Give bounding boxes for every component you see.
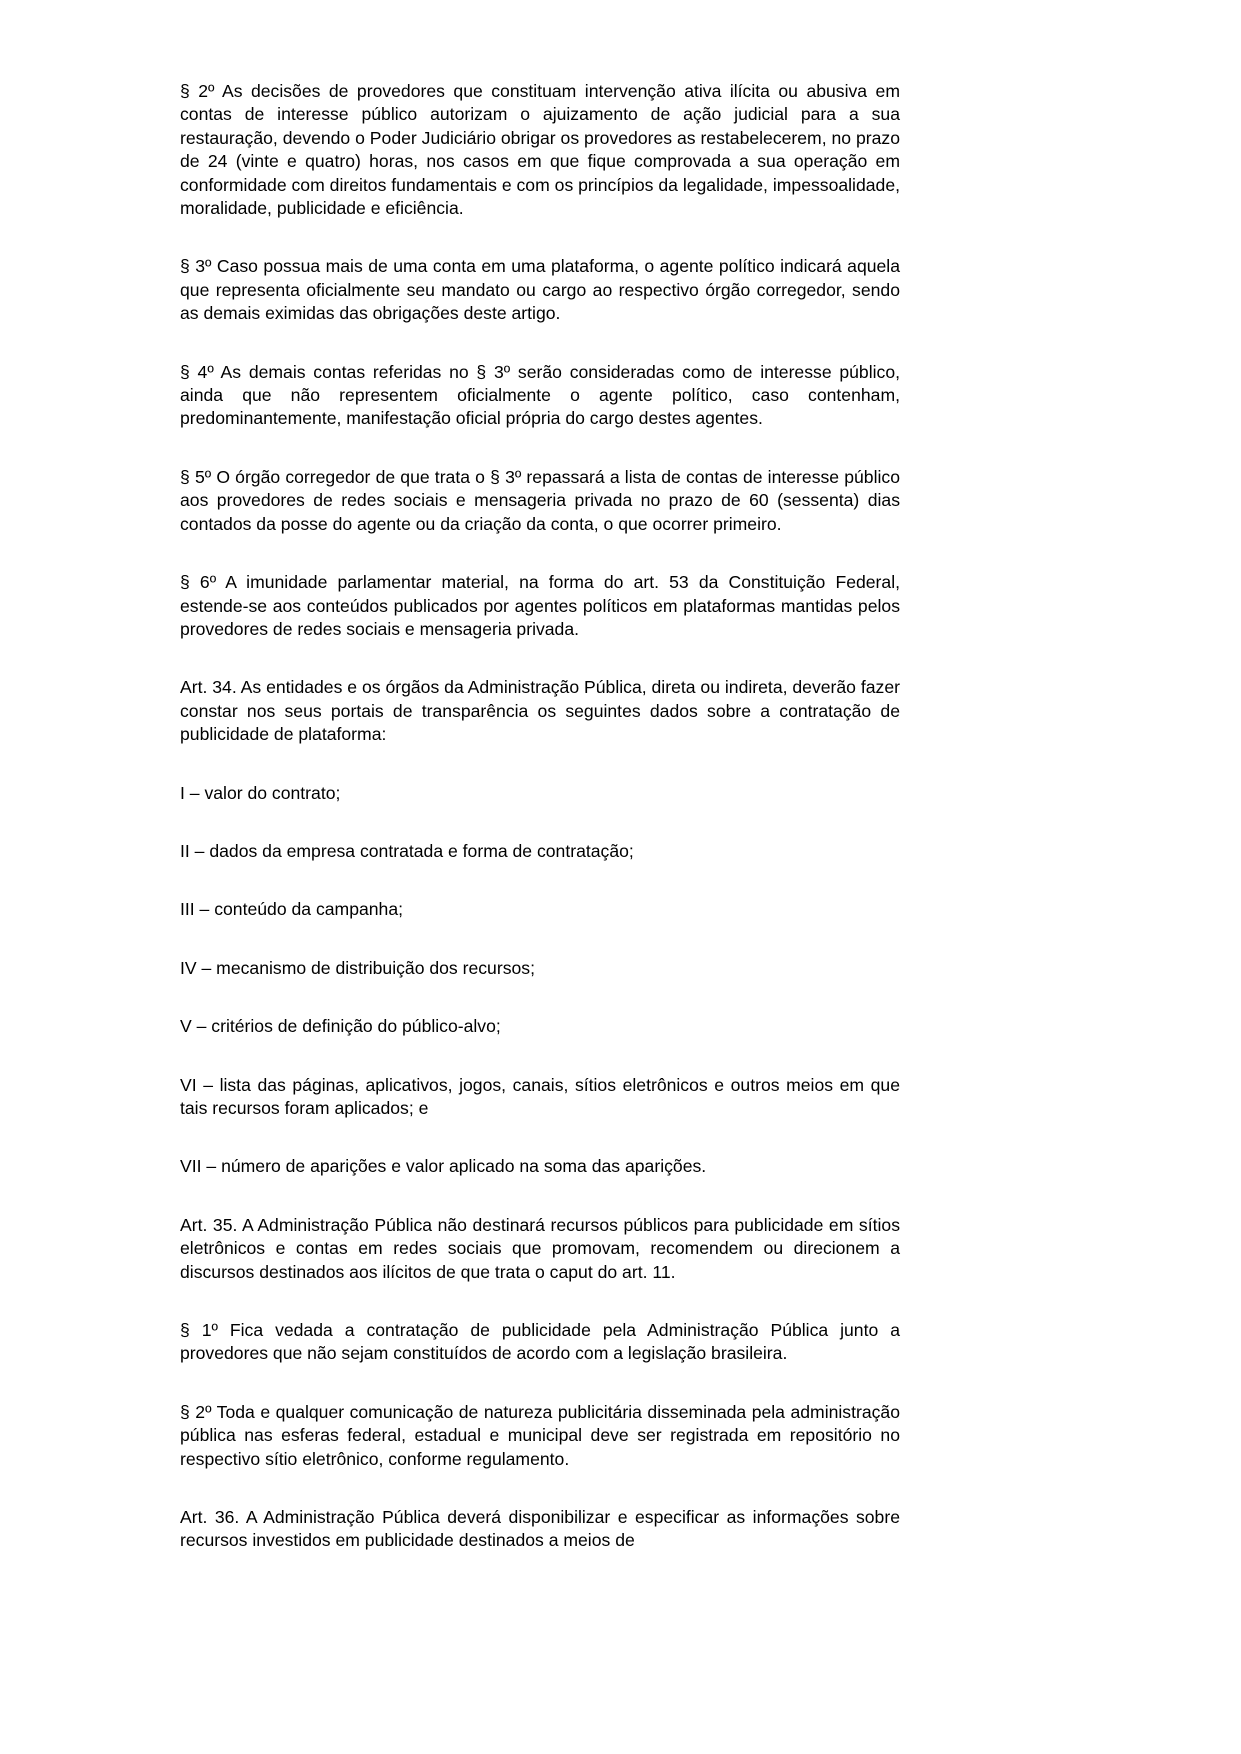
paragraph-art33-par2: § 2º As decisões de provedores que constituam intervenção ativa ilícita ou abusiva em contas de interesse público autorizam o ajuizamento de ação judicial para a sua restauração, devendo o Poder Judiciário obrigar os provedores as restabelecerem, no prazo de 24 (vinte e quatro) horas, nos casos em que fique comprovada a sua operação em conformidade com direitos fundamentais e com os princípios da legalidade, impessoalidade, moralidade, publicidade e eficiência. — [180, 81, 900, 219]
list-item-art34-vi: VI – lista das páginas, aplicativos, jogos, canais, sítios eletrônicos e outros meios em que tais recursos foram aplicados; e — [180, 1074, 900, 1118]
paragraph-art36: Art. 36. A Administração Pública deverá disponibilizar e especificar as informações sobre recursos investidos em publicidade destinados a meios de — [180, 1507, 900, 1551]
list-item-art34-v: V – critérios de definição do público-alvo; — [180, 1016, 501, 1037]
list-item-art34-ii: II – dados da empresa contratada e forma de contratação; — [180, 840, 634, 861]
paragraph-art33-par5: § 5º O órgão corregedor de que trata o § 3º repassará a lista de contas de interesse público aos provedores de redes sociais e mensageria privada no prazo de 60 (sessenta) dias contados da posse do agente ou da criação da conta, o que ocorrer primeiro. — [180, 466, 900, 534]
list-item-art34-vii: VII – número de aparições e valor aplicado na soma das aparições. — [180, 1156, 707, 1177]
list-item-art34-iii: III – conteúdo da campanha; — [180, 899, 404, 920]
paragraph-art35-par2: § 2º Toda e qualquer comunicação de natureza publicitária disseminada pela administração pública nas esferas federal, estadual e municipal deve ser registrada em repositório no respectivo sítio eletrônico, conforme regulamento. — [180, 1401, 900, 1469]
paragraph-art35: Art. 35. A Administração Pública não destinará recursos públicos para publicidade em sítios eletrônicos e contas em redes sociais que promovam, recomendem ou direcionem a discursos destinados aos ilícitos de que trata o caput do art. 11. — [180, 1214, 900, 1282]
paragraph-art34: Art. 34. As entidades e os órgãos da Administração Pública, direta ou indireta, deverão fazer constar nos seus portais de transparência os seguintes dados sobre a contratação de publicidade de plataforma: — [180, 677, 900, 745]
paragraph-art33-par3: § 3º Caso possua mais de uma conta em uma plataforma, o agente político indicará aquela que representa oficialmente seu mandato ou cargo ao respectivo órgão corregedor, sendo as demais eximidas das obrigações deste artigo. — [180, 256, 900, 324]
paragraph-art33-par6: § 6º A imunidade parlamentar material, na forma do art. 53 da Constituição Federal, estende-se aos conteúdos publicados por agentes políticos em plataformas mantidas pelos provedores de redes sociais e mensageria privada. — [180, 572, 900, 639]
paragraph-art33-par4: § 4º As demais contas referidas no § 3º serão consideradas como de interesse público, ainda que não representem oficialmente o agente político, caso contenham, predominantemente, manifestação oficial própria do cargo destes agentes. — [180, 361, 900, 429]
document-page — [180, 80, 900, 1553]
list-item-art34-iv: IV – mecanismo de distribuição dos recursos; — [180, 957, 535, 978]
list-item-art34-i: I – valor do contrato; — [180, 782, 341, 803]
paragraph-art35-par1: § 1º Fica vedada a contratação de publicidade pela Administração Pública junto a provedores que não sejam constituídos de acordo com a legislação brasileira. — [180, 1320, 900, 1364]
